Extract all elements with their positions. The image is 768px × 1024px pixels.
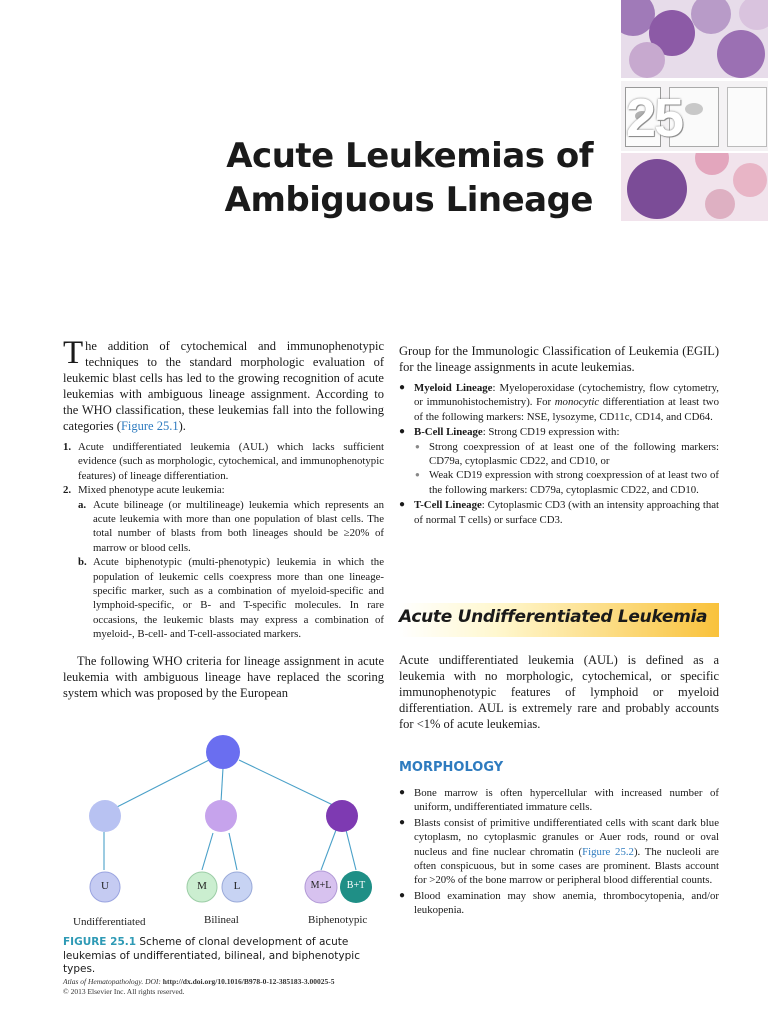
node-u-label: U [101,880,109,892]
label-biphenotypic: Biphenotypic [308,914,368,926]
list-item: ● Myeloid Lineage: Myeloperoxidase (cytochemistry, flow cytometry, or immunohistochemistry). For monocytic differentiation at least two of the following markers: NSE, lysozyme, CD11c, CD14, and CD64. [399,381,719,424]
morphology-heading: MORPHOLOGY [399,760,504,775]
clonal-development-diagram [63,730,383,930]
header-micrograph-top [621,0,768,78]
category-list [63,440,384,642]
lineage-criteria-list [399,381,719,527]
criteria-paragraph: The following WHO criteria for lineage assignment in acute leukemia with ambiguous lineage have replaced the scoring system which was proposed by the European [63,653,384,700]
aul-paragraph: Acute undifferentiated leukemia (AUL) is defined as a leukemia with no morphologic, cytochemical, or specific immunophenotypic features of lymphoid or myeloid differentiation. AUL is extremely rare and probably accounts for <1% of acute leukemias. [399,653,719,731]
list-item: ● B-Cell Lineage: Strong CD19 expression with: ● Strong coexpression of at least one of the following markers: CD79a, cytoplasmic CD22, and CD10, or ● Weak CD19 expression with strong coexpression of at least two of the following markers: CD79a, cytoplasmic CD22, and CD10. [399,425,719,497]
left-column [63,335,384,701]
list-item: ● Weak CD19 expression with strong coexpression of at least two of the following markers: CD79a, cytoplasmic CD22, and CD10. [414,468,719,497]
intro-paragraph: The addition of cytochemical and immunophenotypic techniques to the standard morphologic evaluation of leukemic blast cells has led to the growing recognition of acute leukemias with ambiguous lineage assignment. According to the WHO classification, these leukemias fall into the following categories (Figure 25.1). [63,335,384,433]
figure-label: FIGURE 25.1 [63,936,137,948]
connector-line [111,758,213,810]
connector-line [321,830,336,870]
list-item: ● T-Cell Lineage: Cytoplasmic CD3 (with an intensity approaching that of normal T cells) or surface CD3. [399,498,719,527]
connector-line [221,768,223,802]
section-banner [399,603,719,637]
drop-cap: T [63,335,84,371]
list-item: ● Blood examination may show anemia, thrombocytopenia, and/or leukopenia. [399,889,719,918]
morphology-list-wrap [399,786,719,919]
list-item: a. Acute bilineage (or multilineage) leukemia which represents an acute leukemia with more than one population of blast cells. The total number of blasts from both lineages should be ≥20% of marrow or blood cells. [78,498,384,554]
section-title: Acute Undifferentiated Leukemia [399,607,708,627]
node-ml-label: M+L [310,880,332,891]
aul-definition [399,652,719,732]
node-m-label: M [197,880,207,892]
label-undifferentiated: Undifferentiated [73,916,146,928]
chapter-number: 25 [626,88,683,148]
header-micrograph-bottom [621,153,768,221]
source-line: Atlas of Hematopathology. DOI: http://dx.doi.org/10.1016/B978-0-12-385183-3.00025-5 [63,977,335,986]
title-line-2: Ambiguous Lineage [224,180,593,220]
chapter-title [225,134,593,222]
egil-paragraph: Group for the Immunologic Classification of Leukemia (EGIL) for the lineage assignments in acute leukemias. [399,344,719,374]
label-bilineal: Bilineal [204,914,239,926]
node-bt-label: B+T [346,880,366,891]
biphenotypic-precursor-node [326,800,358,832]
doi-link[interactable]: http://dx.doi.org/10.1016/B978-0-12-385183-3.00025-5 [162,977,335,986]
list-item: ● Bone marrow is often hypercellular with increased number of uniform, undifferentiated immature cells. [399,786,719,815]
sub-list [414,440,719,498]
stem-cell-node [206,735,240,769]
figure-ref-link[interactable]: Figure 25.1 [120,419,179,433]
caption-text: Scheme of clonal development of acute leukemias of undifferentiated, bilineal, and biphenotypic types. [63,936,360,975]
node-l-label: L [233,880,241,892]
list-item: b. Acute biphenotypic (multi-phenotypic) leukemia in which the population of leukemic cells coexpress more than one lineage-specific marker, such as a combination of myeloid-specific and lymphoid-specific, or B- and T-specific molecules. In rare occasions, the leukemic blasts may express a combination of myeloid-, B-cell- and T-cell-associated markers. [78,556,384,641]
list-item: 1. Acute undifferentiated leukemia (AUL) which lacks sufficient evidence (such as morphologic, cytochemical, and immunophenotypic features) of lineage differentiation. [63,441,384,482]
morphology-list [399,786,719,918]
list-item: ● Blasts consist of primitive undifferentiated cells with scant dark blue cytoplasm, no cytoplasmic granules or Auer rods, round or oval nucleus and fine nuclear chromatin (Figure 25.2). The nucleoli are often conspicuous, but in some cases are prominent. Blasts account for >20% of the bone marrow or peripheral blood differential counts. [399,816,719,888]
figure-caption [63,936,383,977]
figure-ref-link[interactable]: Figure 25.2 [582,845,634,858]
connector-line [346,830,356,870]
connector-line [239,760,335,806]
copyright-line: © 2013 Elsevier Inc. All rights reserved. [63,987,185,996]
undifferentiated-precursor-node [89,800,121,832]
page-footer [63,977,334,997]
connector-line [202,833,213,870]
list-item: 2. Mixed phenotype acute leukemia: a. Acute bilineage (or multilineage) leukemia which represents an acute leukemia with more than one population of blast cells. The total number of blasts from both lineages should be ≥20% of marrow or blood cells. b. Acute biphenotypic (multi-phenotypic) leukemia in which the population of leukemic cells coexpress more than one lineage-specific marker, such as a combination of myeloid-specific and lymphoid-specific, or B- and T-specific molecules. In rare occasions, the leukemic blasts may express a combination of myeloid-, B-cell- and T-cell-associated markers. [63,484,384,641]
sub-list [78,498,384,642]
connector-line [229,833,237,870]
bilineal-precursor-node [205,800,237,832]
right-column [399,343,719,528]
title-line-1: Acute Leukemias of [226,136,593,176]
list-item: ● Strong coexpression of at least one of the following markers: CD79a, cytoplasmic CD22, and CD10, or [414,440,719,469]
